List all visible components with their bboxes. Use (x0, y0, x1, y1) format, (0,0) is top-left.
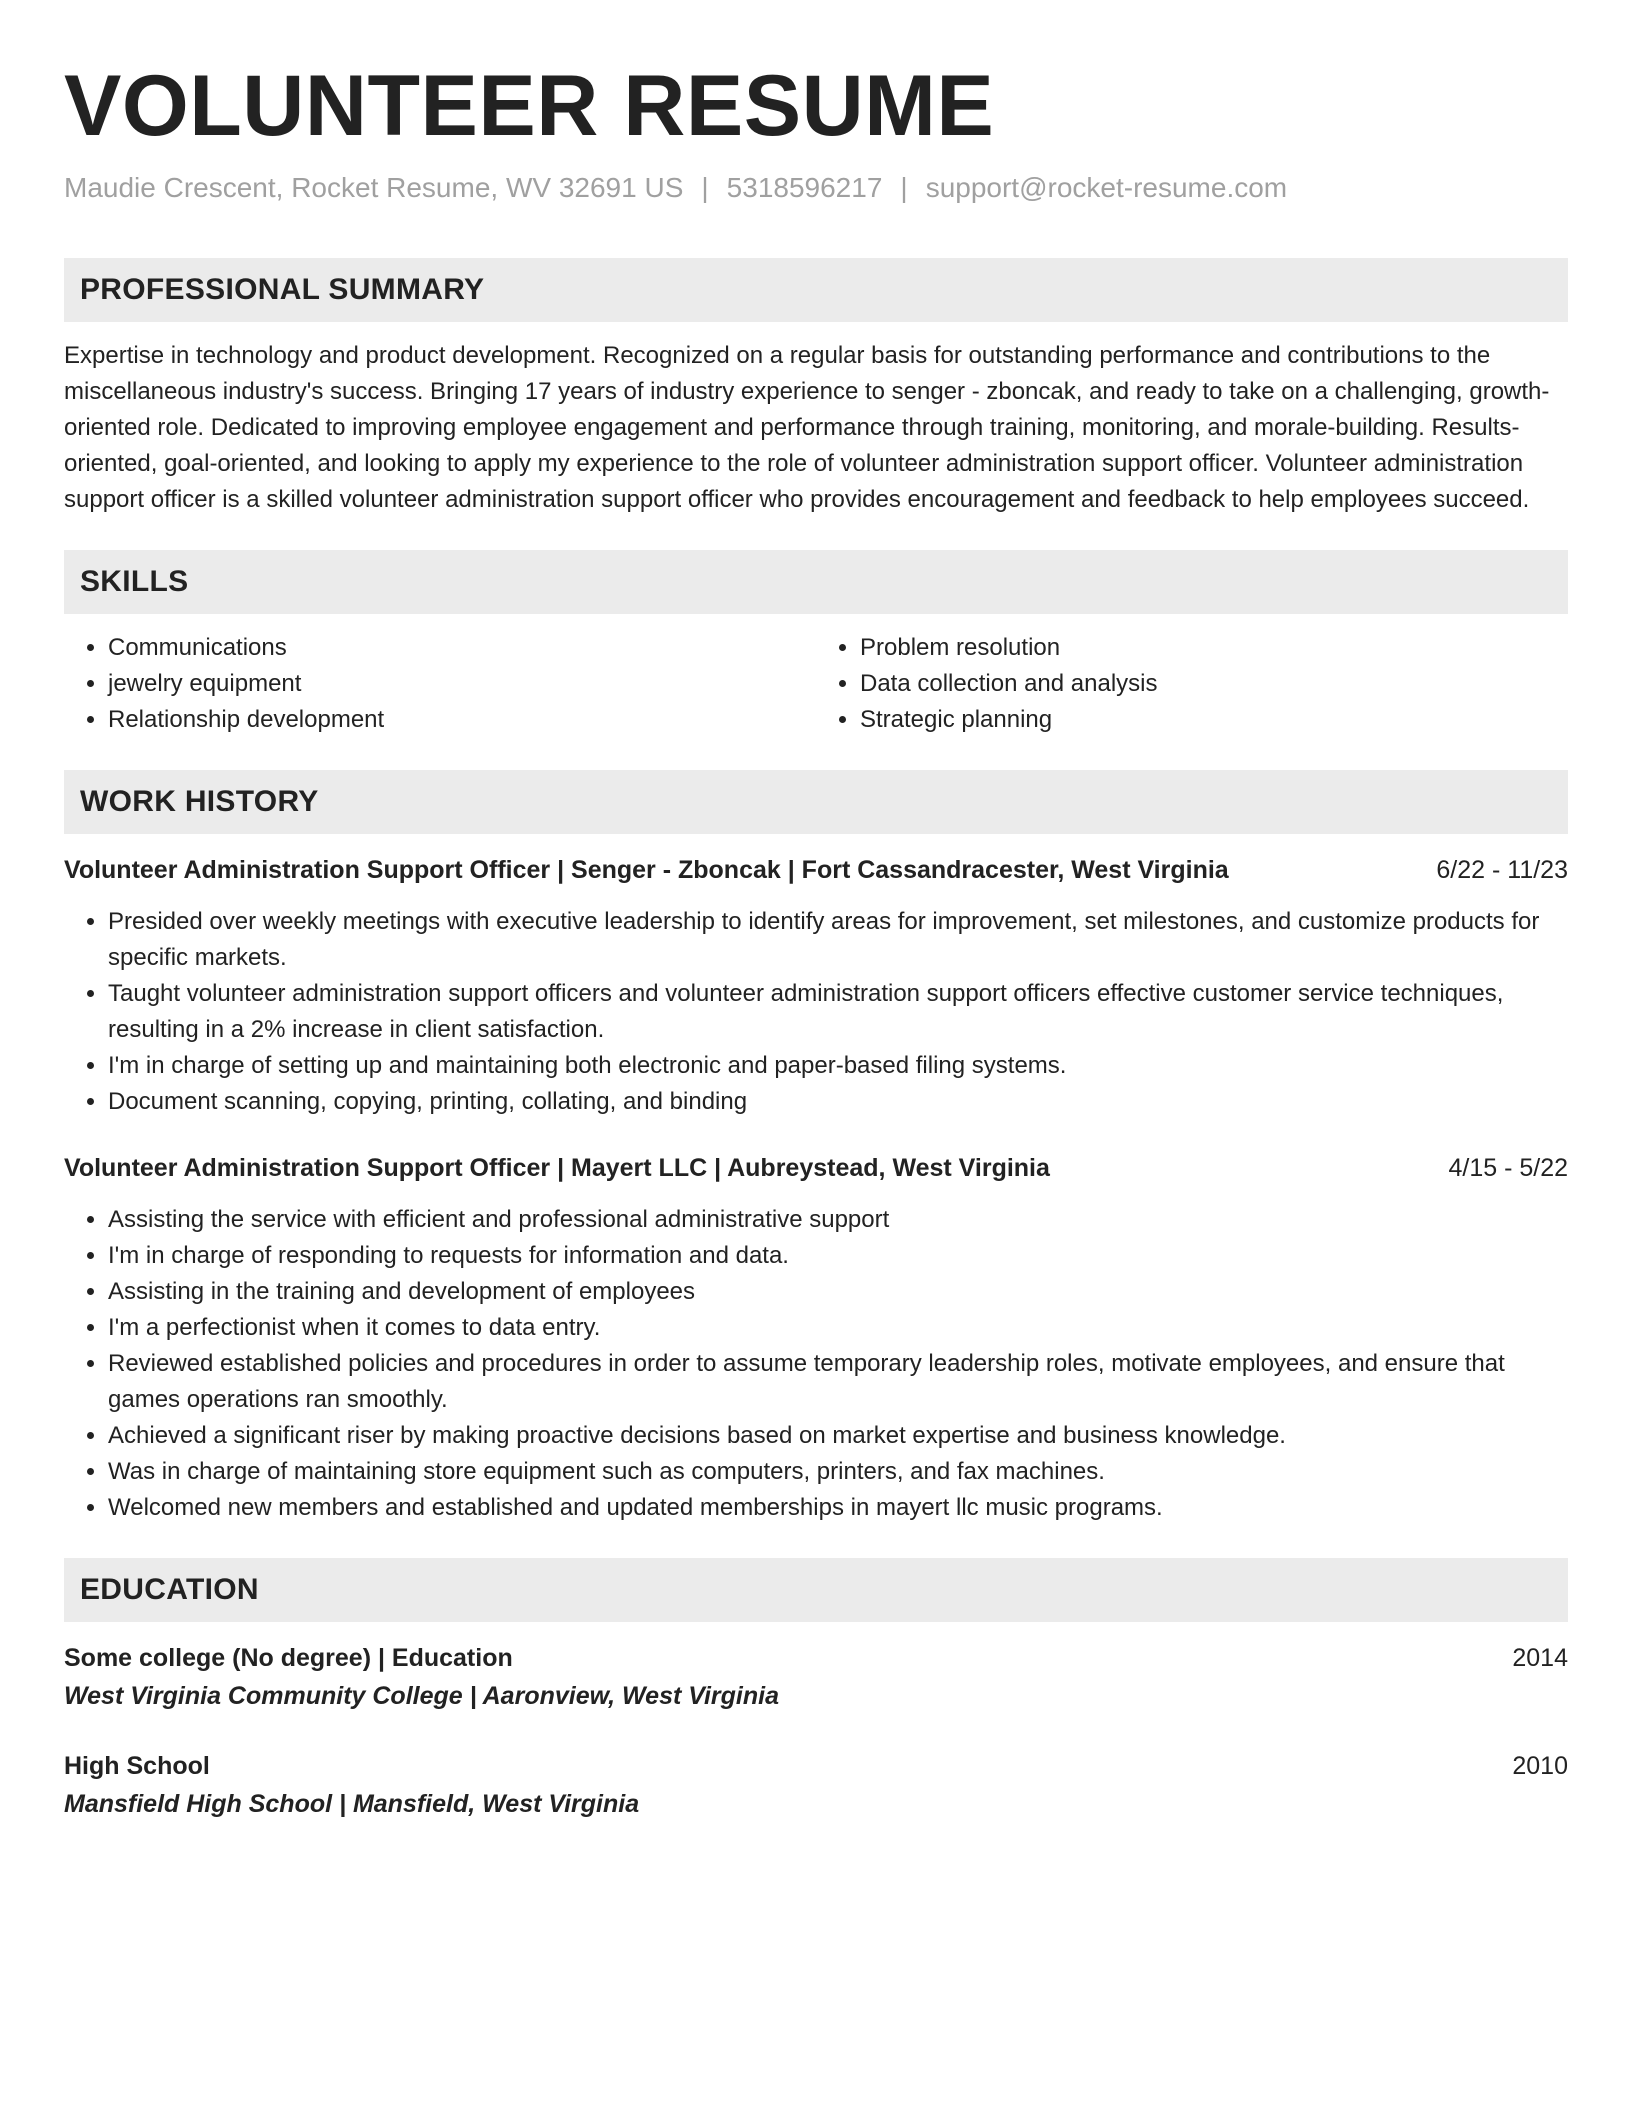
job-bullets (64, 1202, 1568, 1526)
education-entry-header (64, 1748, 1568, 1784)
education-degree: High School (64, 1752, 210, 1780)
education-year: 2010 (1512, 1752, 1568, 1780)
section-heading-summary: PROFESSIONAL SUMMARY (64, 258, 1568, 322)
contact-separator: | (900, 172, 908, 203)
skill-item: • Problem resolution (860, 630, 1568, 666)
summary-text: Expertise in technology and product development. Recognized on a regular basis for outstanding performance and contributions to the miscellaneous industry's success. Bringing 17 years of industry experience to senger - zboncak, and ready to take on a challenging, growth-oriented role. Dedicated to improving employee engagement and performance through training, monitoring, and morale-building. Results-oriented, goal-oriented, and looking to apply my experience to the role of volunteer administration support officer. Volunteer administration support officer is a skilled volunteer administration support officer who provides encouragement and feedback to help employees succeed. (64, 342, 1550, 513)
job-bullet: • Reviewed established policies and procedures in order to assume temporary leadership roles, motivate employees, and ensure that games operations ran smoothly. (108, 1346, 1568, 1418)
contact-separator: | (701, 172, 709, 203)
skill-item: • Communications (108, 630, 816, 666)
job-bullet: • I'm a perfectionist when it comes to data entry. (108, 1310, 1568, 1346)
skills-column-left (64, 630, 816, 738)
section-heading-education: EDUCATION (64, 1558, 1568, 1622)
contact-phone: 5318596217 (726, 172, 883, 203)
job-bullet: • Presided over weekly meetings with executive leadership to identify areas for improvement, set milestones, and customize products for specific markets. (108, 904, 1568, 976)
resume-title: VOLUNTEER RESUME (64, 58, 995, 154)
job-bullet: • I'm in charge of setting up and maintaining both electronic and paper-based filing systems. (108, 1048, 1568, 1084)
section-heading-skills: SKILLS (64, 550, 1568, 614)
education-degree: Some college (No degree) | Education (64, 1644, 513, 1672)
job-dates: 6/22 - 11/23 (1436, 856, 1568, 884)
job-bullet: • Welcomed new members and established and updated memberships in mayert llc music programs. (108, 1490, 1568, 1526)
job-bullet: • Assisting the service with efficient and professional administrative support (108, 1202, 1568, 1238)
contact-email: support@rocket-resume.com (925, 172, 1288, 203)
job-header (64, 1150, 1568, 1186)
skill-item: • Strategic planning (860, 702, 1568, 738)
job-bullet: • Assisting in the training and development of employees (108, 1274, 1568, 1310)
education-school: West Virginia Community College | Aaronview, West Virginia (64, 1682, 780, 1710)
skill-item: • jewelry equipment (108, 666, 816, 702)
job-title: Volunteer Administration Support Officer | Mayert LLC | Aubreystead, West Virginia (64, 1154, 1050, 1182)
job-bullet: • I'm in charge of responding to requests for information and data. (108, 1238, 1568, 1274)
skill-item: • Data collection and analysis (860, 666, 1568, 702)
skill-item: • Relationship development (108, 702, 816, 738)
job-bullets (64, 904, 1568, 1120)
job-header (64, 852, 1568, 888)
section-heading-work-history: WORK HISTORY (64, 770, 1568, 834)
education-school: Mansfield High School | Mansfield, West Virginia (64, 1790, 640, 1818)
education-year: 2014 (1512, 1644, 1568, 1672)
job-bullet: • Achieved a significant riser by making proactive decisions based on market expertise and business knowledge. (108, 1418, 1568, 1454)
skills-list (64, 630, 1568, 738)
job-bullet: • Was in charge of maintaining store equipment such as computers, printers, and fax machines. (108, 1454, 1568, 1490)
education-entry-header (64, 1640, 1568, 1676)
contact-line (64, 170, 1568, 206)
skills-column-right (816, 630, 1568, 738)
job-dates: 4/15 - 5/22 (1448, 1154, 1568, 1182)
job-title: Volunteer Administration Support Officer | Senger - Zboncak | Fort Cassandracester, West Virginia (64, 856, 1229, 884)
job-bullet: • Document scanning, copying, printing, collating, and binding (108, 1084, 1568, 1120)
job-bullet: • Taught volunteer administration support officers and volunteer administration support officers effective customer service techniques, resulting in a 2% increase in client satisfaction. (108, 976, 1568, 1048)
contact-address: Maudie Crescent, Rocket Resume, WV 32691 US (64, 172, 684, 203)
